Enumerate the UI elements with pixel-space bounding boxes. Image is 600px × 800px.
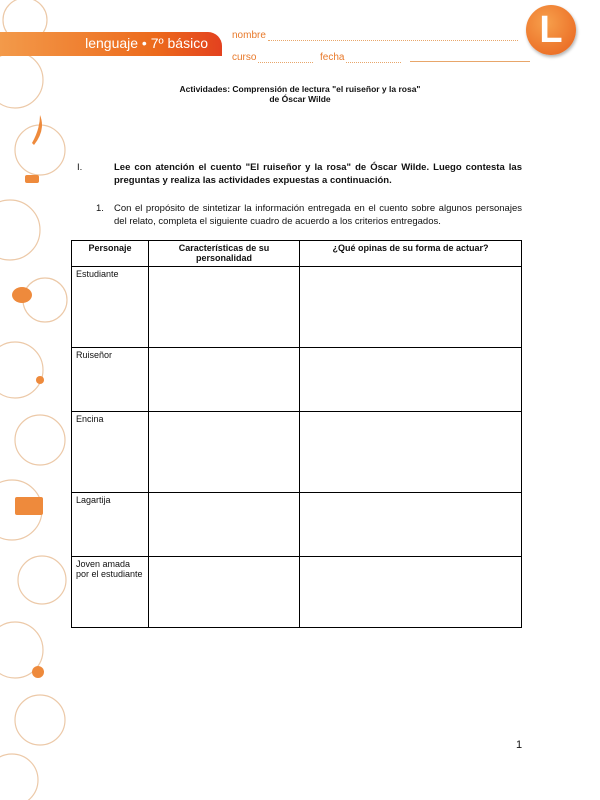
character-name: Estudiante bbox=[72, 267, 149, 348]
opinion-cell[interactable] bbox=[300, 267, 522, 348]
decorative-swirls bbox=[0, 0, 70, 800]
character-table bbox=[71, 240, 522, 628]
character-name: Lagartija bbox=[72, 493, 149, 557]
table-row bbox=[72, 348, 522, 412]
opinion-cell[interactable] bbox=[300, 493, 522, 557]
personality-cell[interactable] bbox=[149, 493, 300, 557]
worksheet-subtitle: de Óscar Wilde bbox=[269, 94, 331, 104]
section-instructions: Lee con atención el cuento "El ruiseñor y la rosa" de Óscar Wilde. Luego contesta las preguntas y realiza las actividades expuestas a continuación. bbox=[114, 162, 522, 186]
character-name: Joven amada por el estudiante bbox=[72, 557, 149, 628]
opinion-cell[interactable] bbox=[300, 348, 522, 412]
microphone-icon bbox=[32, 666, 44, 678]
pencil-icon bbox=[25, 175, 39, 183]
logo-badge: L bbox=[526, 5, 576, 55]
subject-banner bbox=[0, 32, 222, 56]
header-opinion: ¿Qué opinas de su forma de actuar? bbox=[300, 241, 522, 267]
page-number: 1 bbox=[516, 739, 523, 751]
speech-bubble-icon bbox=[12, 287, 32, 303]
header-rule bbox=[410, 61, 530, 62]
personality-cell[interactable] bbox=[149, 412, 300, 493]
course-label: curso bbox=[232, 52, 257, 63]
section-number: I. bbox=[77, 162, 83, 173]
header-personality: Características de su personalidad bbox=[149, 241, 300, 267]
opinion-cell[interactable] bbox=[300, 557, 522, 628]
table-row bbox=[72, 493, 522, 557]
date-label: fecha bbox=[320, 52, 345, 63]
item-number: 1. bbox=[96, 203, 104, 214]
table-row bbox=[72, 412, 522, 493]
character-name: Ruiseñor bbox=[72, 348, 149, 412]
personality-cell[interactable] bbox=[149, 267, 300, 348]
course-field[interactable] bbox=[258, 62, 313, 63]
name-label: nombre bbox=[232, 30, 266, 41]
subject-label: lenguaje • 7º básico bbox=[85, 35, 208, 51]
personality-cell[interactable] bbox=[149, 348, 300, 412]
character-name: Encina bbox=[72, 412, 149, 493]
table-row bbox=[72, 557, 522, 628]
date-field[interactable] bbox=[346, 62, 401, 63]
personality-cell[interactable] bbox=[149, 557, 300, 628]
name-field[interactable] bbox=[268, 40, 518, 41]
feather-icon bbox=[32, 115, 42, 145]
header-character: Personaje bbox=[72, 241, 149, 267]
comma-icon bbox=[36, 376, 44, 384]
table-row bbox=[72, 267, 522, 348]
book-icon bbox=[15, 497, 43, 515]
opinion-cell[interactable] bbox=[300, 412, 522, 493]
worksheet-title: Actividades: Comprensión de lectura "el ruiseñor y la rosa" bbox=[179, 84, 421, 94]
item-instructions: Con el propósito de sintetizar la información entregada en el cuento sobre algunos personajes del relato, completa el siguiente cuadro de acuerdo a los criterios entregados. bbox=[114, 203, 522, 227]
